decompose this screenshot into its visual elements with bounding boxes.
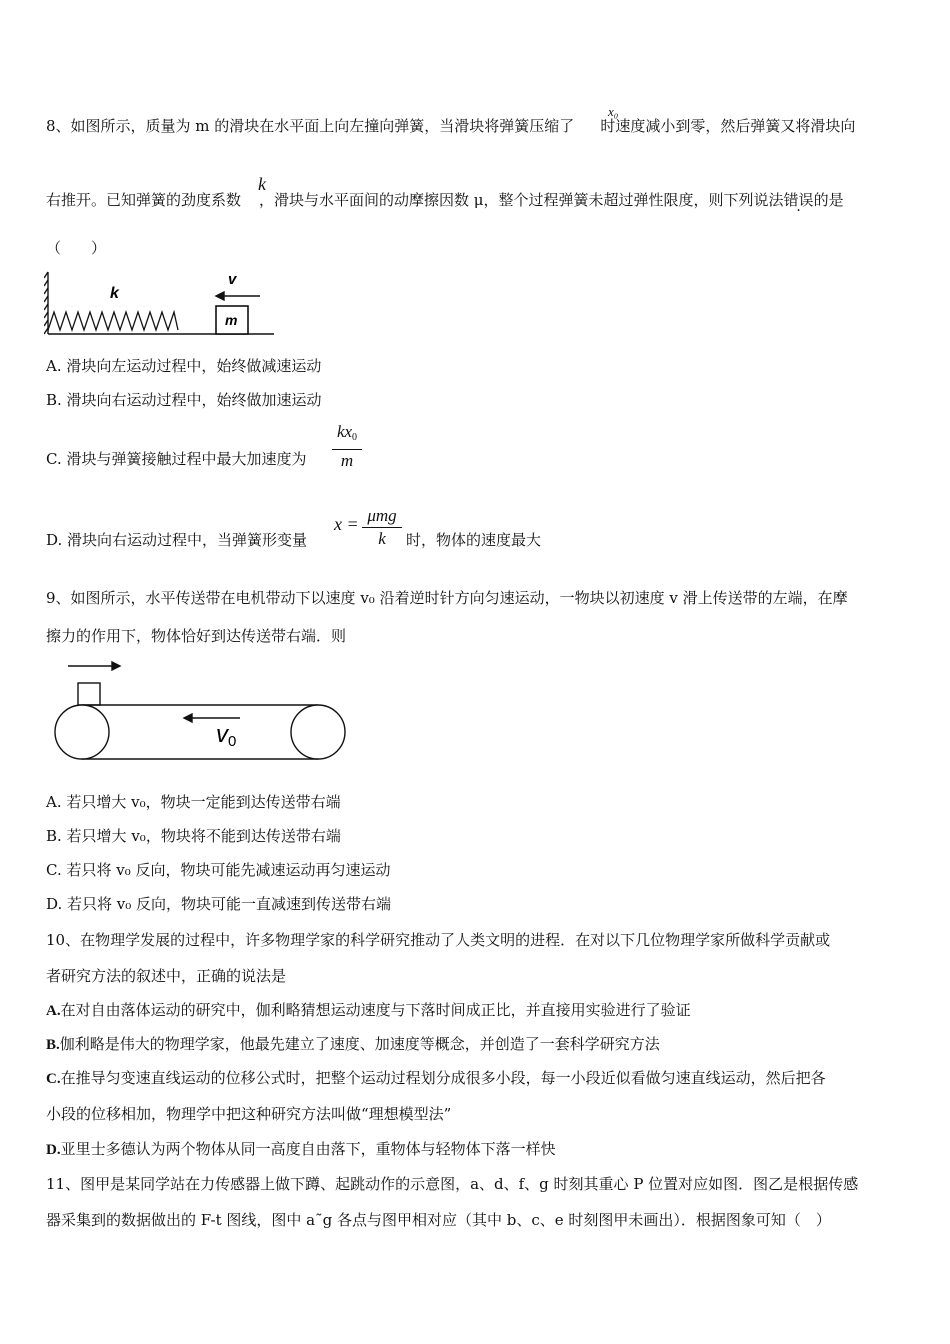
- option-label: A.: [46, 1003, 61, 1019]
- spring-k-label: k: [110, 285, 119, 302]
- wall-hatch: [44, 272, 48, 334]
- q8-stem-line1: [46, 116, 906, 136]
- q10-option-a: [46, 1000, 691, 1021]
- q8-option-d-lhs: x =: [334, 514, 359, 534]
- option-text: 在推导匀变速直线运动的位移公式时，把整个运动过程划分成很多小段，每一小段近似看做匀速直线运动，然后把各: [60, 1069, 826, 1087]
- spring-coil: [48, 312, 178, 330]
- q9-option-b: B. 若只增大 v₀，物块将不能到达传送带右端: [46, 827, 341, 845]
- q10-option-b: [46, 1034, 660, 1055]
- q8-stem-line2: [46, 190, 844, 210]
- fraction-numerator: $kx_0$: [336, 422, 358, 443]
- q8-option-d-end: 时，物体的速度最大: [406, 531, 542, 549]
- option-text: 在对自由落体运动的研究中，伽利略猜想运动速度与下落时间成正比，并直接用实验进行了验证: [60, 1001, 691, 1019]
- block-velocity-arrow: [68, 662, 120, 670]
- q8-line2-mid: ，滑块与水平面间的动摩擦因数 μ，整个过程弹簧未超过弹性限度，则下列说法: [259, 191, 784, 209]
- q11-stem-line1: 11、图甲是某同学站在力传感器上做下蹲、起跳动作的示意图，a、d、f、g 时刻其重心 P 位置对应如图．图乙是根据传感: [46, 1175, 859, 1193]
- velocity-arrow: [216, 292, 260, 300]
- q8-option-d-fraction: [362, 506, 402, 549]
- q9-option-c: C. 若只将 v₀ 反向，物块可能先减速运动再匀速运动: [46, 861, 391, 879]
- q9-stem-line1: 9、如图所示，水平传送带在电机带动下以速度 v₀ 沿着逆时针方向匀速运动，一物块以初速度 v 滑上传送带的左端，在摩: [46, 589, 848, 607]
- right-roller: [291, 705, 345, 759]
- q10-option-c-cont: 小段的位移相加，物理学中把这种研究方法叫做“理想模型法”: [46, 1105, 452, 1123]
- q8-k-symbol: k: [258, 174, 266, 194]
- option-label: C.: [46, 1071, 61, 1087]
- q8-spring-figure: [44, 268, 280, 340]
- q8-x0-symbol: x₀: [608, 104, 619, 119]
- q8-option-b: B. 滑块向右运动过程中，始终做加速运动: [46, 391, 322, 409]
- velocity-v-label: v: [228, 271, 237, 288]
- q8-line2-end: 的是: [813, 191, 844, 209]
- q8-option-d-text: D. 滑块向右运动过程中，当弹簧形变量: [46, 531, 308, 549]
- belt-velocity-arrow: [184, 714, 240, 722]
- q8-line1-end: 时速度减小到零，然后弹簧又将滑块向: [600, 117, 856, 135]
- fraction-denominator: m: [340, 451, 354, 470]
- q9-stem-line2: 擦力的作用下，物体恰好到达传送带右端．则: [46, 627, 347, 645]
- q8-option-c-fraction: [332, 422, 362, 471]
- q8-line1-text: 8、如图所示，质量为 m 的滑块在水平面上向左撞向弹簧，当滑块将弹簧压缩了: [46, 117, 575, 135]
- option-text: 亚里士多德认为两个物体从同一高度自由落下，重物体与轻物体下落一样快: [60, 1140, 556, 1158]
- q9-option-d: D. 若只将 v₀ 反向，物块可能一直减速到传送带右端: [46, 895, 392, 913]
- option-text: 伽利略是伟大的物理学家，他最先建立了速度、加速度等概念，并创造了一套科学研究方法: [59, 1035, 660, 1053]
- conveyor-block: [78, 683, 100, 705]
- q8-option-d: [46, 530, 307, 550]
- q8-option-a: A. 滑块向左运动过程中，始终做减速运动: [46, 357, 322, 375]
- fraction-numerator: μmg: [367, 506, 397, 525]
- q8-emphasis-word: 错误: [783, 191, 814, 209]
- q8-line2-text: 右推开。已知弹簧的劲度系数: [46, 191, 242, 209]
- q10-stem-line1: 10、在物理学发展的过程中，许多物理学家的科学研究推动了人类文明的进程．在对以下几位物理学家所做科学贡献或: [46, 931, 831, 949]
- q10-option-c: [46, 1068, 826, 1089]
- block-m-label: m: [225, 312, 238, 328]
- option-label: B.: [46, 1037, 60, 1053]
- belt-v0-label: v0: [216, 721, 237, 750]
- q8-answer-paren: （ ）: [46, 239, 107, 257]
- q8-option-c: C. 滑块与弹簧接触过程中最大加速度为: [46, 450, 307, 468]
- q10-option-d: [46, 1139, 556, 1160]
- option-label: D.: [46, 1142, 61, 1158]
- q9-option-a: A. 若只增大 v₀，物块一定能到达传送带右端: [46, 793, 341, 811]
- q9-conveyor-figure: [50, 656, 350, 766]
- fraction-denominator: k: [378, 529, 386, 548]
- q11-stem-line2: 器采集到的数据做出的 F-t 图线，图中 a˜g 各点与图甲相对应（其中 b、c、e 时刻图甲未画出）．根据图象可知（ ）: [46, 1211, 831, 1229]
- left-roller: [55, 705, 109, 759]
- q10-stem-line2: 者研究方法的叙述中，正确的说法是: [46, 967, 287, 985]
